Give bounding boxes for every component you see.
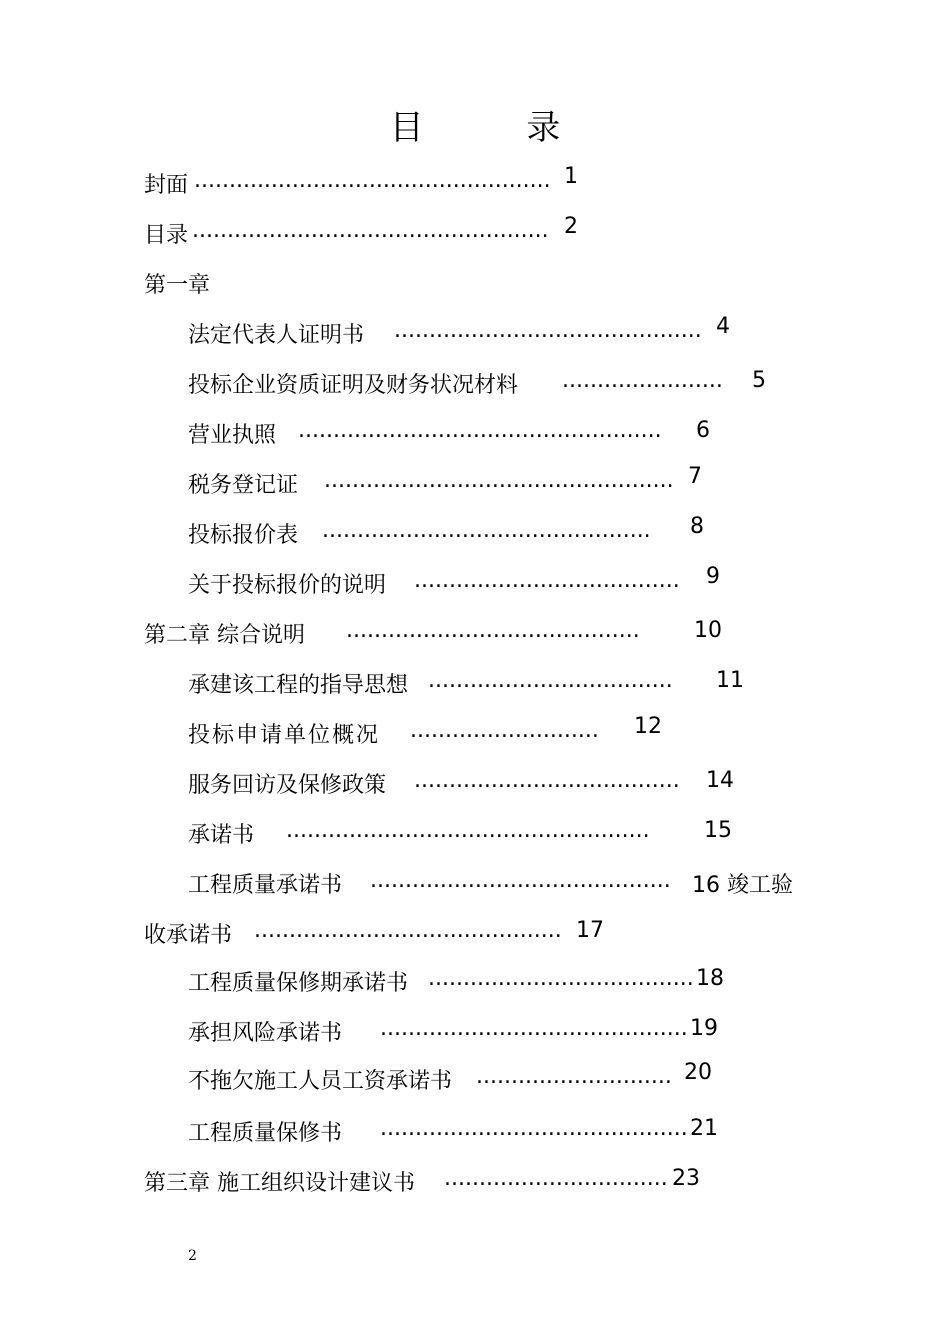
toc-entry-label: 第二章 综合说明 xyxy=(144,623,305,648)
toc-entry-label: 工程质量保修书 xyxy=(188,1121,343,1146)
toc-entry-leader: ............................................ xyxy=(254,918,562,943)
toc-entry-leader: ............................................ xyxy=(380,1116,688,1141)
toc-entry-label: 工程质量承诺书 xyxy=(188,873,343,898)
toc-entry-leader: ............................................... xyxy=(322,518,651,543)
toc-entry-label: 关于投标报价的说明 xyxy=(188,573,387,598)
toc-entry-leader: .................................................. xyxy=(324,468,674,493)
toc-entry-label: 服务回访及保修政策 xyxy=(188,773,387,798)
toc-entry-page: 15 xyxy=(704,818,732,843)
toc-entry[interactable] xyxy=(188,314,748,352)
toc-entry-label: 收承诺书 xyxy=(144,923,233,948)
toc-entry[interactable] xyxy=(144,214,604,252)
toc-entry-page: 7 xyxy=(688,464,702,489)
toc-entry-leader: ............................................ xyxy=(394,318,702,343)
toc-entry-page: 9 xyxy=(706,564,720,589)
toc-entry-page: 18 xyxy=(696,966,724,991)
toc-entry-label: 承担风险承诺书 xyxy=(188,1021,343,1046)
toc-entry-page: 20 xyxy=(684,1060,712,1085)
toc-entry-label: 封面 xyxy=(144,173,189,198)
toc-entry-label: 承建该工程的指导思想 xyxy=(188,673,409,698)
toc-entry[interactable] xyxy=(188,714,688,752)
toc-entry-leader: ...................................... xyxy=(414,768,680,793)
toc-entry-label: 目录 xyxy=(144,223,189,248)
toc-entry-leader: ................................................... xyxy=(192,218,549,243)
toc-entry[interactable] xyxy=(188,1116,748,1150)
toc-entry[interactable] xyxy=(188,418,748,452)
toc-entry-label: 投标企业资质证明及财务状况材料 xyxy=(188,373,519,398)
toc-entry-leader: ................................................... xyxy=(194,168,551,193)
toc-entry-page: 21 xyxy=(690,1116,718,1141)
toc-entry-label: 承诺书 xyxy=(188,823,255,848)
toc-entry-leader: ................................... xyxy=(428,668,673,693)
toc-entry[interactable] xyxy=(188,966,748,1000)
toc-chapter[interactable] xyxy=(144,618,744,652)
toc-entry-leader: ................................ xyxy=(444,1166,668,1191)
toc-entry-page: 16 竣工验 xyxy=(692,873,793,898)
toc-entry[interactable] xyxy=(188,818,768,852)
toc-entry-page: 19 xyxy=(690,1016,718,1041)
toc-entry[interactable] xyxy=(188,768,768,802)
toc-entry[interactable] xyxy=(188,464,748,502)
toc-entry-page: 14 xyxy=(706,768,734,793)
toc-chapter[interactable] xyxy=(144,268,344,302)
toc-entry-label: 营业执照 xyxy=(188,423,277,448)
toc-entry-label: 法定代表人证明书 xyxy=(188,323,365,348)
toc-entry-label: 投标申请单位概况 xyxy=(188,723,381,748)
toc-entry-leader: ...................................... xyxy=(414,568,680,593)
toc-entry-page: 5 xyxy=(752,368,766,393)
toc-entry-page: 8 xyxy=(690,514,704,539)
toc-entry[interactable] xyxy=(188,668,768,702)
toc-entry-label: 工程质量保修期承诺书 xyxy=(188,971,409,996)
toc-entry-page: 2 xyxy=(564,214,578,239)
toc-entry[interactable] xyxy=(144,918,644,952)
toc-entry-leader: ............................ xyxy=(476,1064,672,1089)
toc-entry-leader: .................................................... xyxy=(286,818,650,843)
toc-entry[interactable] xyxy=(144,164,604,202)
toc-entry-page: 1 xyxy=(564,164,578,189)
toc-entry-page: 17 xyxy=(576,918,604,943)
toc-entry-leader: ....................... xyxy=(562,368,723,393)
toc-entry[interactable] xyxy=(188,368,788,402)
toc-entry-label: 第三章 施工组织设计建议书 xyxy=(144,1171,415,1196)
toc-entry-page: 4 xyxy=(716,314,730,339)
toc-entry-label: 第一章 xyxy=(144,273,211,298)
page-title: 目 录 xyxy=(389,108,607,148)
toc-entry-page: 10 xyxy=(694,618,722,643)
toc-entry-leader: ........................................... xyxy=(370,868,671,893)
toc-entry-leader: ............................................ xyxy=(380,1016,688,1041)
toc-entry-label: 税务登记证 xyxy=(188,473,299,498)
toc-entry-leader: .................................................... xyxy=(298,418,662,443)
toc-entry[interactable] xyxy=(188,1016,748,1050)
toc-entry-page: 11 xyxy=(716,668,744,693)
toc-entry-label: 不拖欠施工人员工资承诺书 xyxy=(188,1069,453,1094)
toc-entry[interactable] xyxy=(188,1060,748,1098)
toc-entry-page: 23 xyxy=(672,1166,700,1191)
toc-entry-leader: ........................... xyxy=(410,718,599,743)
toc-entry-label: 投标报价表 xyxy=(188,523,299,548)
toc-chapter[interactable] xyxy=(144,1166,724,1200)
toc-entry[interactable] xyxy=(188,514,748,552)
toc-entry[interactable] xyxy=(188,564,748,602)
footer-page-number: 2 xyxy=(188,1248,197,1264)
toc-entry-leader: .......................................... xyxy=(346,618,640,643)
toc-entry-page: 6 xyxy=(696,418,710,443)
toc-entry-leader: ...................................... xyxy=(428,966,694,991)
toc-entry-page: 12 xyxy=(634,714,662,739)
toc-entry[interactable] xyxy=(188,868,808,902)
